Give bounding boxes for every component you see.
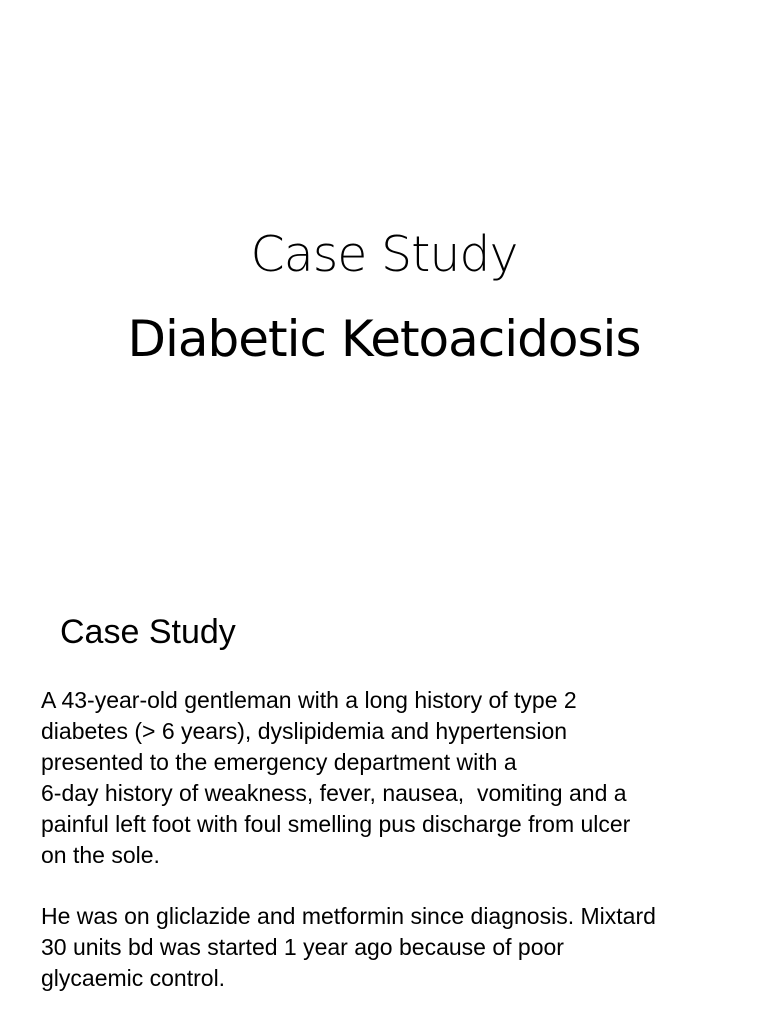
case-study-heading: Case Study bbox=[60, 613, 236, 651]
paragraph-line: 6-day history of weakness, fever, nausea, vomiting and a bbox=[41, 780, 627, 806]
paragraph-line: glycaemic control. bbox=[41, 965, 226, 991]
paragraph-line: A 43-year-old gentleman with a long history of type 2 bbox=[41, 687, 577, 713]
slide-subtitle: Diabetic Ketoacidosis bbox=[127, 310, 641, 368]
paragraph-line: 30 units bd was started 1 year ago because of poor bbox=[41, 934, 564, 960]
paragraph-line: He was on gliclazide and metformin since diagnosis. Mixtard bbox=[41, 903, 656, 929]
paragraph-line: presented to the emergency department with a bbox=[41, 749, 517, 775]
paragraph-line: diabetes (> 6 years), dyslipidemia and hypertension bbox=[41, 718, 568, 744]
slide-title: Case Study bbox=[250, 226, 518, 283]
paragraph-line: on the sole. bbox=[41, 842, 160, 868]
case-paragraph-medication bbox=[41, 901, 751, 994]
paragraph-line: painful left foot with foul smelling pus discharge from ulcer bbox=[41, 811, 631, 837]
case-paragraph-presentation bbox=[41, 685, 751, 871]
